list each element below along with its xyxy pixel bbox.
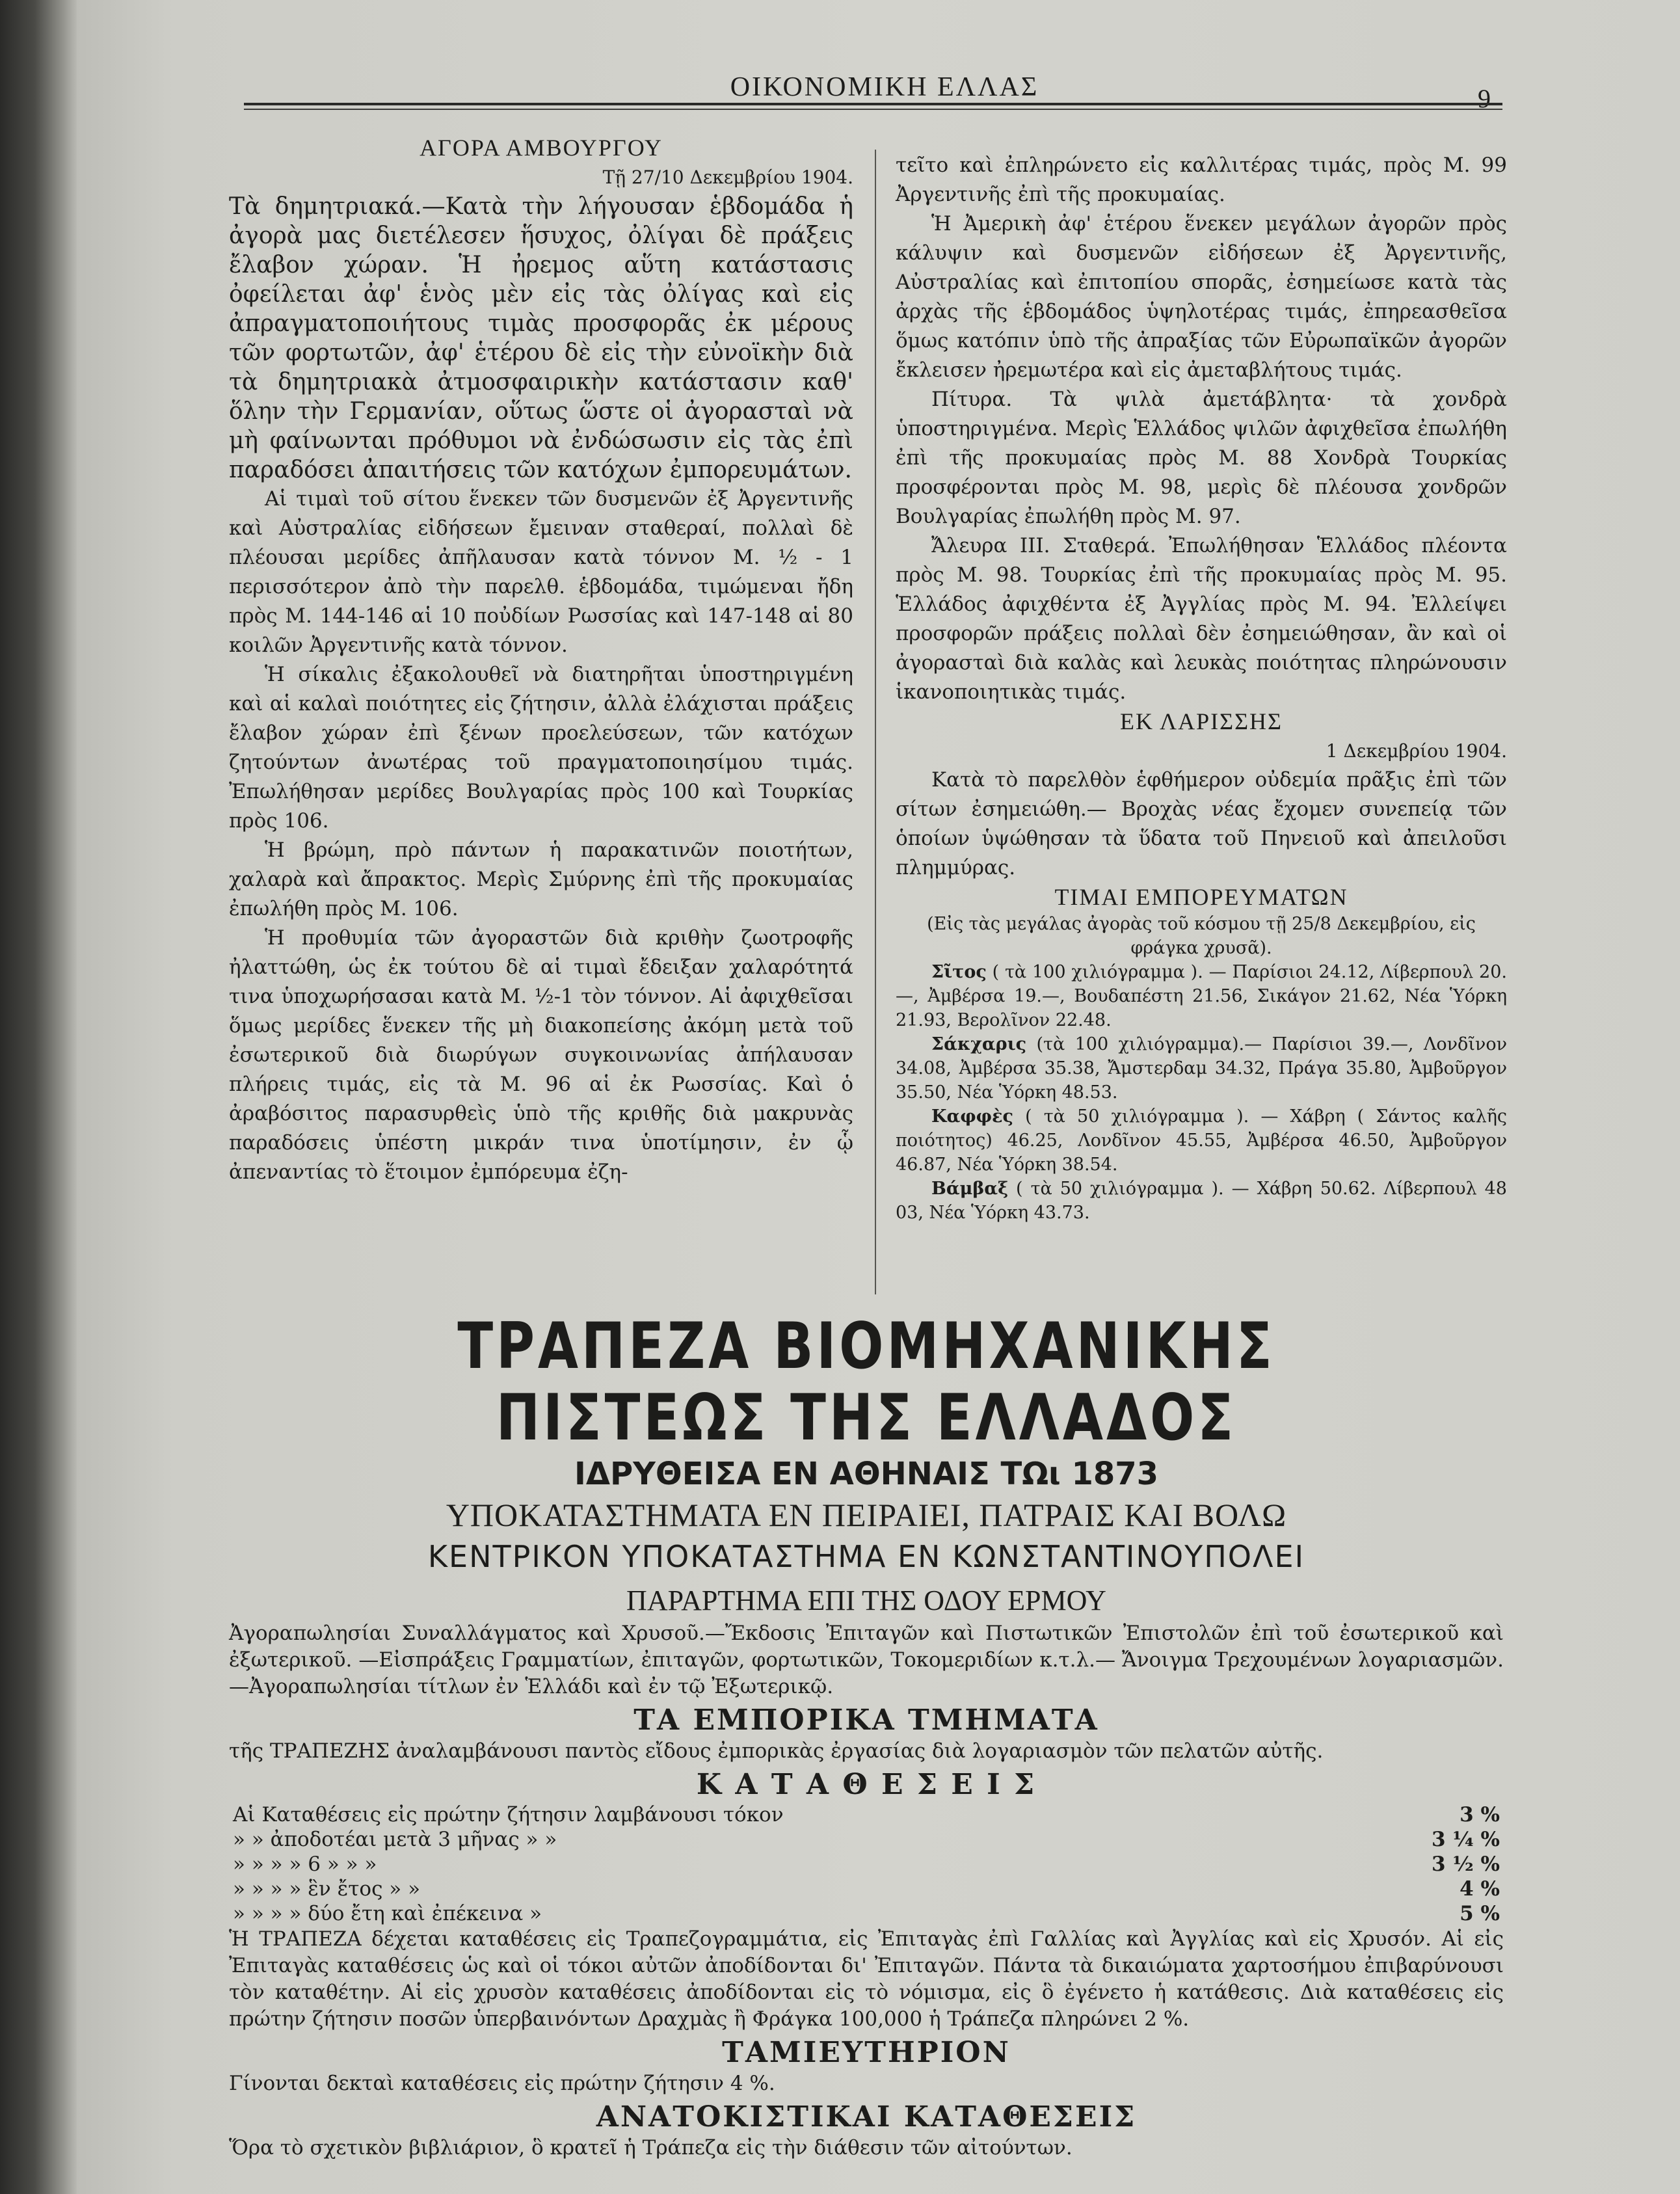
paragraph: Ἄλευρα ΙΙΙ. Σταθερά. Ἐπωλήθησαν Ἑλλάδος πλέοντα πρὸς Μ. 98. Τουρκίας ἐπὶ τῆς προκυμαίας πρὸς Μ. 95. Ἑλλάδος ἀφιχθέντα ἐξ Ἀγγλίας πρὸς Μ. 94. Ἐλλείψει προσφορῶν πράξεις πολλαὶ δὲν ἐσημειώθησαν, ἂν καὶ οἱ ἀγορασταὶ διὰ καλὰς καὶ λευκὰς ποιότητας πληρώνουσιν ἱκανοποιητικὰς τιμάς.: [896, 534, 1507, 704]
table-row: [229, 1852, 1504, 1877]
deposit-label: Αἱ Καταθέσεις εἰς πρώτην ζήτησιν λαμβάνουσι τόκον: [233, 1803, 784, 1826]
paragraph: Ἡ προθυμία τῶν ἀγοραστῶν διὰ κριθὴν ζωοτροφῆς ἠλαττώθη, ὡς ἐκ τούτου δὲ αἱ τιμαὶ ἔδειξαν χαλαρότητά τινα ὑποχωρήσασαι κατὰ Μ. ½-1 τὸν τόννον. Αἱ ἀφιχθεῖσαι ὅμως μερίδες ἕνεκεν τῆς μὴ διακοπείσης ἀκόμη μετὰ τοῦ ἐσωτερικοῦ διὰ διωρύγων συγκοινωνίας ἀπήλαυσαν πλήρεις τιμάς, εἰς τὰ Μ. 96 αἱ ἐκ Ρωσσίας. Καὶ ὁ ἀραβόσιτος παρασυρθεὶς ὑπὸ τῆς κριθῆς διὰ μακρυνὰς παραδόσεις ὑπέστη μικράν τινα ὑποτίμησιν, ἐν ᾧ ἀπεναντίας τὸ ἕτοιμον ἐμπόρευμα ἐζη-: [229, 926, 853, 1184]
ad-annex: ΠΑΡΑΡΤΗΜΑ ΕΠΙ ΤΗΣ ΟΔΟΥ ΕΡΜΟΥ: [626, 1585, 1106, 1616]
right-column: [896, 151, 1507, 1225]
deposit-rate: 3 ½ %: [1432, 1853, 1500, 1876]
table-row: [229, 1827, 1504, 1852]
paragraph: Πίτυρα. Τὰ ψιλὰ ἀμετάβλητα· τὰ χονδρὰ ὑποστηριγμένα. Μερὶς Ἑλλάδος ψιλῶν ἀφιχθεῖσα ἐπωλήθη ἐπὶ τῆς προκυμαίας πρὸς Μ. 88 Χονδρὰ Τουρκίας προσφέρονται πρὸς Μ. 98, μερὶς δὲ πλέουσα χονδρῶν Βουλγαρίας ἐπωλήθη πρὸς Μ. 97.: [896, 388, 1507, 528]
paragraph: Ἡ βρώμη, πρὸ πάντων ἡ παρακατινῶν ποιοτήτων, χαλαρὰ καὶ ἄπρακτος. Μερὶς Σμύρνης ἐπὶ τῆς προκυμαίας ἐπωλήθη πρὸς Μ. 106.: [229, 838, 853, 920]
deposit-rate: 5 %: [1460, 1902, 1500, 1925]
ad-savings-title: ΤΑΜΙΕΥΤΗΡΙΟΝ: [722, 2036, 1011, 2069]
ad-deposits-title: Κ Α Τ Α Θ Ε Σ Ε Ι Σ: [696, 1768, 1037, 1801]
book-spine-shadow: [0, 0, 77, 2194]
deposit-label: » » » » ἓν ἔτος » »: [233, 1877, 421, 1901]
page-number: 9: [1478, 84, 1491, 113]
price-text: ( τὰ 100 χιλιόγραμμα ). — Παρίσιοι 24.12, Λίβερπουλ 20.—, Ἀμβέρσα 19.—, Βουδαπέστη 21.56, Σικάγον 21.62, Νέα Ὑόρκη 21.93, Βερολῖνον 22.48.: [896, 962, 1507, 1030]
paragraph: Τὰ δημητριακά.—Κατὰ τὴν λήγουσαν ἑβδομάδα ἡ ἀγορὰ μας διετέλεσεν ἥσυχος, ὀλίγαι δὲ πράξεις ἔλαβον χώραν. Ἡ ἠρεμος αὕτη κατάστασις ὀφείλεται ἀφ' ἑνὸς μὲν εἰς τὰς ὀλίγας καὶ εἰς ἀπραγματοποιήτους τιμὰς προσφορᾶς ἐκ μέρους τῶν φορτωτῶν, ἀφ' ἑτέρου δὲ εἰς τὴν εὐνοϊκὴν διὰ τὰ δημητριακὰ ἀτμοσφαιρικὴν κατάστασιν καθ' ὅλην τὴν Γερμανίαν, οὕτως ὥστε οἱ ἀγορασταὶ νὰ μὴ φαίνωνται πρόθυμοι νὰ ἐνδώσωσιν εἰς τὰς ἐπὶ παραδόσει ἀπαιτήσεις τῶν κατόχων ἐμπορευμάτων.: [229, 193, 853, 483]
ad-branches: ΥΠΟΚΑΤΑΣΤΗΜΑΤΑ ΕΝ ΠΕΙΡΑΙΕΙ, ΠΑΤΡΑΙΣ ΚΑΙ ΒΟΛΩ: [446, 1497, 1287, 1533]
price-commodity: Σῖτος: [931, 962, 987, 982]
price-text: ( τὰ 50 χιλιόγραμμα ). — Χάβρη 50.62. Λίβερπουλ 48 03, Νέα Ὑόρκη 43.73.: [896, 1179, 1507, 1223]
paragraph: Κατὰ τὸ παρελθὸν ἑφθήμερον οὐδεμία πρᾶξις ἐπὶ τῶν σίτων ἐσημειώθη.— Βροχὰς νέας ἔχομεν συνεπείᾳ τῶν ὁποίων ὑψώθησαν τὰ ὕδατα τοῦ Πηνειοῦ καὶ ἀπειλοῦσι πλημμύρας.: [896, 768, 1507, 879]
price-commodity: Καφφὲς: [931, 1106, 1013, 1127]
price-entry: [896, 1177, 1507, 1225]
header-rule: [244, 103, 1502, 105]
ad-deposits-text: Ἡ ΤΡΑΠΕΖΑ δέχεται καταθέσεις εἰς Τραπεζογραμμάτια, εἰς Ἐπιταγὰς ἐπὶ Γαλλίας καὶ Ἀγγλίας καὶ εἰς Χρυσόν. Αἱ εἰς Ἐπιταγὰς καταθέσεις ὡς καὶ οἱ τόκοι αὐτῶν ἀποδίδονται δι' Ἐπιταγῶν. Πάντα τὰ δικαιώματα χαρτοσήμου ἐπιβαρύνουσι τὸν καταθέτην. Αἱ εἰς χρυσὸν καταθέσεις ἀποδίδονται εἰς τὸ νόμισμα, εἰς ὃ ἐγένετο ἡ κατάθεσις. Διὰ καταθέσεις εἰς πρώτην ζήτησιν ποσῶν ὑπερβαινόντων Δραχμὰς ἢ Φράγκα 100,000 ἡ Τράπεζα πληρώνει 2 %.: [229, 1927, 1504, 2031]
section-title-hamburg: ΑΓΟΡΑ ΑΜΒΟΥΡΓΟΥ: [420, 135, 663, 161]
bank-advertisement: [229, 1311, 1504, 2161]
prices-subtitle: (Εἰς τὰς μεγάλας ἀγορὰς τοῦ κόσμου τῇ 25/8 Δεκεμβρίου, εἰς φράγκα χρυσᾶ).: [927, 914, 1476, 958]
price-entry: [896, 1104, 1507, 1177]
ad-title: ΤΡΑΠΕΖΑ ΒΙΟΜΗΧΑΝΙΚΗΣ ΠΙΣΤΕΩΣ ΤΗΣ ΕΛΛΑΔΟΣ: [457, 1309, 1275, 1455]
ad-interest-title: ΑΝΑΤΟΚΙΣΤΙΚΑΙ ΚΑΤΑΘΕΣΕΙΣ: [596, 2100, 1137, 2134]
paragraph: τεῖτο καὶ ἐπληρώνετο εἰς καλλιτέρας τιμάς, πρὸς Μ. 99 Ἀργεντινῆς ἐπὶ τῆς προκυμαίας.: [896, 154, 1507, 206]
section-title-prices: ΤΙΜΑΙ ΕΜΠΟΡΕΥΜΑΤΩΝ: [1054, 884, 1348, 910]
section-title-larisa: ΕΚ ΛΑΡΙΣΣΗΣ: [1120, 708, 1283, 734]
ad-commercial-text: τῆς ΤΡΑΠΕΖΗΣ ἀναλαμβάνουσι παντὸς εἴδους ἐμπορικὰς ἐργασίας διὰ λογαριασμὸν τῶν πελατῶν αὐτῆς.: [229, 1739, 1324, 1763]
deposit-rate: 3 %: [1460, 1803, 1500, 1826]
paragraph: Ἡ Ἀμερικὴ ἀφ' ἑτέρου ἕνεκεν μεγάλων ἀγορῶν πρὸς κάλυψιν καὶ δυσμενῶν εἰδήσεων ἐξ Ἀργεντινῆς, Αὐστραλίας καὶ ἐπιτοπίου σπορᾶς, ἐσημείωσε κατὰ τὰς ἀρχὰς τῆς ἑβδομάδος ὑψηλοτέρας τιμάς, ἐπηρεασθεῖσα ὅμως κατόπιν ὑπὸ τῆς ἀπραξίας τῶν Εὐρωπαϊκῶν ἀγορῶν ἔκλεισεν ἠρεμωτέρα καὶ εἰς ἀμεταβλήτους τιμάς.: [896, 212, 1507, 382]
price-entry: [896, 960, 1507, 1032]
ad-services: Ἀγοραπωλησίαι Συναλλάγματος καὶ Χρυσοῦ.—Ἔκδοσις Ἐπιταγῶν καὶ Πιστωτικῶν Ἐπιστολῶν ἐπὶ τοῦ ἐσωτερικοῦ καὶ ἐξωτερικοῦ. —Εἰσπράξεις Γραμματίων, ἐπιταγῶν, φορτωτικῶν, Τοκομεριδίων κ.τ.λ.— Ἄνοιγμα Τρεχουμένων λογαριασμῶν.—Ἀγοραπωλησίαι τίτλων ἐν Ἑλλάδι καὶ ἐν τῷ Ἐξωτερικῷ.: [229, 1622, 1504, 1698]
deposits-table: [229, 1802, 1504, 1926]
left-column: [229, 133, 853, 1187]
ad-central-branch: ΚΕΝΤΡΙΚΟΝ ΥΠΟΚΑΤΑΣΤΗΜΑ ΕΝ ΚΩΝΣΤΑΝΤΙΝΟΥΠΟΛΕΙ: [427, 1539, 1305, 1574]
price-entry: [896, 1032, 1507, 1104]
dateline-larisa: 1 Δεκεμβρίου 1904.: [1326, 740, 1507, 762]
deposit-rate: 4 %: [1460, 1877, 1500, 1901]
price-text: (τὰ 100 χιλιόγραμμα).— Παρίσιοι 39.—, Λονδῖνον 34.08, Ἀμβέρσα 35.38, Ἄμστερδαμ 34.32, Πράγα 35.80, Ἀμβοῦργον 35.50, Νέα Ὑόρκη 48.53.: [896, 1034, 1507, 1103]
table-row: [229, 1802, 1504, 1827]
running-header: ΟΙΚΟΝΟΜΙΚΗ ΕΛΛΑΣ: [730, 72, 1039, 102]
deposit-label: » » » » δύο ἔτη καὶ ἐπέκεινα »: [233, 1902, 542, 1925]
deposit-label: » » ἀποδοτέαι μετὰ 3 μῆνας » »: [233, 1828, 557, 1851]
ad-commercial-title: ΤΑ ΕΜΠΟΡΙΚΑ ΤΜΗΜΑΤΑ: [633, 1704, 1099, 1737]
table-row: [229, 1901, 1504, 1926]
header-rule-thin: [244, 109, 1502, 110]
table-row: [229, 1877, 1504, 1901]
paragraph: Αἱ τιμαὶ τοῦ σίτου ἕνεκεν τῶν δυσμενῶν ἐξ Ἀργεντινῆς καὶ Αὐστραλίας εἰδήσεων ἔμειναν σταθεραί, πολλαὶ δὲ πλέουσαι μερίδες ἀπῆλαυσαν κατὰ τόννον Μ. ½ - 1 περισσότερον ἀπὸ τὴν παρελθ. ἑβδομάδα, τιμώμεναι ἤδη πρὸς Μ. 144-146 αἱ 10 ποὐδίων Ρωσσίας καὶ 147-148 αἱ 80 κοιλῶν Ἀργεντινῆς κατὰ τόννον.: [229, 487, 853, 657]
deposit-label: » » » » 6 » » »: [233, 1853, 377, 1876]
deposit-rate: 3 ¼ %: [1432, 1828, 1500, 1851]
column-divider: [875, 150, 876, 1294]
price-commodity: Σάκχαρις: [931, 1034, 1027, 1054]
price-commodity: Βάμβαξ: [931, 1179, 1009, 1199]
ad-founded: ΙΔΡΥΘΕΙΣΑ ΕΝ ΑΘΗΝΑΙΣ ΤΩι 1873: [574, 1456, 1159, 1492]
dateline-hamburg: Τῇ 27/10 Δεκεμβρίου 1904.: [602, 167, 853, 188]
ad-interest-text: Ὅρα τὸ σχετικὸν βιβλιάριον, ὃ κρατεῖ ἡ Τράπεζα εἰς τὴν διάθεσιν τῶν αἰτούντων.: [229, 2136, 1073, 2160]
ad-savings-text: Γίνονται δεκταὶ καταθέσεις εἰς πρώτην ζήτησιν 4 %.: [229, 2072, 775, 2095]
price-text: ( τὰ 50 χιλιόγραμμα ). — Χάβρη ( Σάντος καλῆς ποιότητος) 46.25, Λονδῖνον 45.55, Ἀμβέρσα 46.50, Ἀμβοῦργον 46.87, Νέα Ὑόρκη 38.54.: [896, 1106, 1507, 1175]
paragraph: Ἡ σίκαλις ἐξακολουθεῖ νὰ διατηρῆται ὑποστηριγμένη καὶ αἱ καλαὶ ποιότητες εἰς ζήτησιν, ἀλλὰ ἐλάχισται πράξεις ἔλαβον χώραν ἐπὶ ξένων προελεύσεων, τῶν κατόχων ζητούντων ἀνωτέρας τοῦ πραγματοποιησίμου τιμάς. Ἐπωλήθησαν μερίδες Βουλγαρίας πρὸς 100 καὶ Τουρκίας πρὸς 106.: [229, 663, 853, 833]
